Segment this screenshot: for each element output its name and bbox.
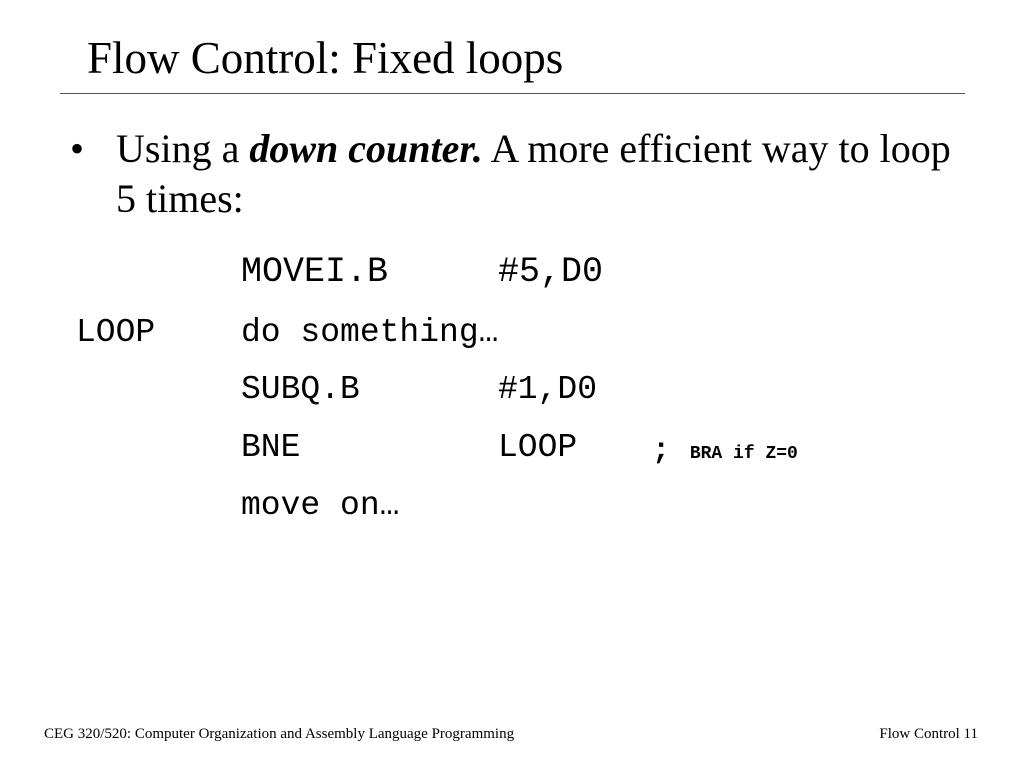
code-line4-comment xyxy=(652,430,798,474)
comment-text: BRA if Z=0 xyxy=(689,444,798,464)
code-line1-op: MOVEI.B xyxy=(241,252,389,292)
code-line3-arg: #1,D0 xyxy=(498,371,598,408)
bullet-emphasis: down counter. xyxy=(249,126,483,171)
bullet-intro: Using a xyxy=(116,126,250,171)
code-line4-op: BNE xyxy=(241,429,301,466)
title-divider xyxy=(60,93,965,94)
code-line4-arg: LOOP xyxy=(498,429,578,466)
code-line2-label: LOOP xyxy=(76,314,156,351)
slide-title: Flow Control: Fixed loops xyxy=(87,33,564,83)
footer-page: Flow Control 11 xyxy=(879,726,978,742)
code-line2-op: do something… xyxy=(241,314,499,351)
bullet-rest: A more efficient way to loop 5 times: xyxy=(116,126,951,221)
footer-course: CEG 320/520: Computer Organization and Assembly Language Programming xyxy=(44,726,515,742)
comment-semicolon: ; xyxy=(652,434,671,468)
bullet-marker: • xyxy=(70,126,85,171)
code-line5-op: move on… xyxy=(241,487,400,524)
bullet-text xyxy=(116,124,966,224)
code-line3-op: SUBQ.B xyxy=(241,371,360,408)
code-line1-arg: #5,D0 xyxy=(498,252,604,292)
